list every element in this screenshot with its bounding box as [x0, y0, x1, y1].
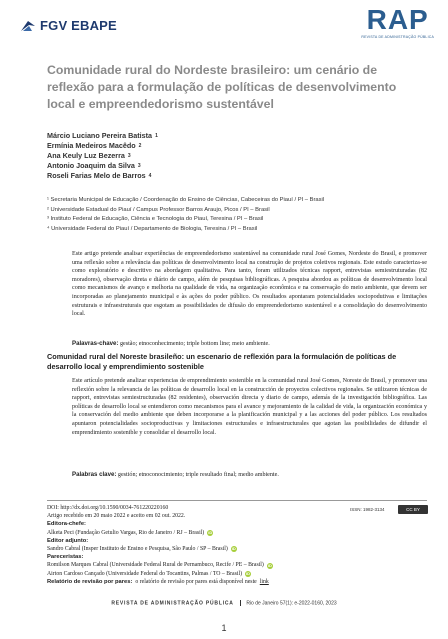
orcid-icon[interactable]: iD — [231, 546, 236, 552]
author-affil-marker: 3 — [127, 153, 131, 159]
reviewers-label-row — [47, 553, 377, 561]
editor-chief-line — [47, 529, 377, 537]
editor-chief-label: Editora-chefe: — [47, 521, 86, 528]
peer-review-link[interactable]: link — [259, 578, 269, 585]
peer-review-line — [47, 578, 377, 586]
article-metadata — [47, 504, 377, 586]
reviewers-label: Pareceristas: — [47, 554, 84, 561]
affiliation-item: ² Universidade Estadual do Piauí / Campus Professor Barros Araujo, Picos / PI – Brasil — [47, 206, 270, 213]
reviewer-name: Romilson Marques Cabral (Universidade Federal Rural de Pernambuco, Recife / PE – Brasil) — [47, 562, 264, 569]
author-name: Ermínia Medeiros Macêdo — [47, 141, 136, 150]
affiliation-list — [47, 196, 427, 234]
peer-review-label: Relatório de revisão por pares: — [47, 578, 133, 585]
footer-citation: Rio de Janeiro 57(1): e-2022-0160, 2023 — [246, 600, 337, 607]
author-item — [47, 151, 427, 161]
page-footer — [0, 600, 448, 606]
issn-label: ISSN: 1982-3134 — [350, 507, 385, 512]
orcid-icon[interactable]: iD — [267, 562, 272, 568]
meta-divider — [47, 500, 427, 501]
author-affil-marker: 2 — [138, 143, 142, 149]
cc-license-badge[interactable]: CC BY — [398, 505, 428, 514]
reviewer-name: Airton Cardoso Cançado (Universidade Federal do Tocantins, Palmas / TO – Brasil) — [47, 570, 243, 577]
orcid-icon[interactable]: iD — [208, 529, 213, 535]
author-name: Roseli Farias Melo de Barros — [47, 171, 146, 180]
affiliation-item: ³ Instituto Federal de Educação, Ciência e Tecnologia do Piauí, Teresina / PI – Brasil — [47, 216, 264, 222]
author-affil-marker: 1 — [155, 133, 158, 139]
fgv-bird-icon — [20, 19, 36, 33]
editor-name: Sandro Cabral (Insper Instituto de Ensino e Pesquisa, São Paulo / SP – Brasil) — [47, 546, 228, 553]
keywords-text: gestión; etnoconocimiento; triple resultado final; medio ambiente. — [117, 472, 279, 478]
doi-link[interactable]: DOI: http://dx.doi.org/10.1590/0034-761220220160 — [47, 505, 169, 511]
rap-logo-text: RAP — [366, 4, 429, 35]
page-number: 1 — [221, 623, 227, 633]
editor-label-row — [47, 537, 377, 545]
editor-chief-name: Alketa Peci (Fundação Getulio Vargas, Rio de Janeiro / RJ – Brasil) — [47, 529, 205, 536]
author-name: Márcio Luciano Pereira Batista — [47, 131, 153, 140]
editor-label: Editor adjunto: — [47, 537, 89, 544]
received-line — [47, 512, 377, 520]
keywords-label: Palabras clave: — [72, 471, 117, 478]
footer-journal-name: REVISTA DE ADMINISTRAÇÃO PÚBLICA — [111, 600, 234, 607]
author-name: Ana Keuly Luz Bezerra — [47, 151, 125, 160]
reviewer-line — [47, 570, 377, 578]
doi-line[interactable] — [47, 504, 377, 512]
abstract-portuguese: Este artigo pretende analisar experiências de empreendedorismo sustentável na comunidade rural José Gomes, Nordeste do Brasil, e promover uma reflexão sobre a relevância das políticas de desenvolvimento local na construção de projetos coletivos regionais. Este estudo caracteriza-se como exploratório e descritivo na abordagem qualitativa. Para tanto, foram utilizados técnicas rapport, entrevistas semiestruturadas (82 moradores), observação direta e diário de campo, além de pesquisas bibliográficas. A pesquisa abordou as políticas de desenvolvimento local como mecanismos de avanço e melhoria na qualidade de vida, na organização econômica e na conservação do meio ambiente, que devem ser incorporadas ao planejamento municipal e às ações do poder público. Os resultados apontaram potencialidades sociopodutivas e limitações estruturais e infraestruturais que esgotam as possibilidades de difusão do empreendedorismo sustentável e a consolidação do desenvolvimento local. — [72, 251, 427, 318]
author-name: Antonio Joaquim da Silva — [47, 161, 135, 170]
footer-separator — [240, 600, 241, 606]
keywords-label: Palavras-chave: — [72, 340, 119, 347]
author-item — [47, 161, 427, 171]
affiliation-item: ⁴ Universidade Federal do Piauí / Departamento de Biologia, Teresina / PI – Brasil — [47, 225, 258, 232]
article-title-spanish: Comunidad rural del Noreste brasileño: un escenario de reflexión para la formulación de políticas de desarrollo local y emprendimiento sostenible — [47, 352, 397, 371]
keywords-spanish — [72, 471, 427, 480]
editor-line — [47, 545, 377, 553]
editor-chief-label-row — [47, 520, 377, 528]
keywords-portuguese — [72, 340, 427, 349]
peer-review-text: o relatório de revisão por pares está disponível neste — [135, 578, 257, 585]
author-item — [47, 131, 427, 141]
rap-logo-subtitle: REVISTA DE ADMINISTRAÇÃO PÚBLICA — [361, 35, 434, 39]
author-item — [47, 141, 427, 151]
fgv-logo-text: FGV EBAPE — [40, 18, 117, 33]
fgv-ebape-logo — [20, 18, 117, 33]
keywords-text: gestão; etnoconhecimento; triple bottom line; meio ambiente. — [119, 341, 270, 347]
author-affil-marker: 3 — [137, 163, 141, 169]
reviewer-line — [47, 561, 377, 569]
rap-logo — [361, 6, 434, 39]
author-list — [47, 131, 427, 181]
affiliation-item: ¹ Secretaria Municipal de Educação / Coordenação do Ensino de Ciências, Cabeceiras do Piauí / PI – Brasil — [47, 197, 325, 203]
author-item — [47, 171, 427, 181]
orcid-icon[interactable]: iD — [246, 570, 251, 576]
article-title: Comunidade rural do Nordeste brasileiro: um cenário de reflexão para a formulação de políticas de desenvolvimento local e empreendedorismo sustentável — [47, 63, 397, 111]
received-text: Artigo recebido em 20 maio 2022 e aceito em 02 out. 2022. — [47, 513, 186, 520]
author-affil-marker: 4 — [148, 173, 152, 179]
abstract-spanish: Este artículo pretende analizar experiencias de emprendimiento sostenible en la comunidad rural José Gomes, Noreste de Brasil, y promover una reflexión sobre la relevancia de las políticas de desarrollo local en la construcción de proyectos colectivos regionales. Se utilizaron técnicas de rapport, entrevistas semiestructuradas (82 residentes), observación directa y diario de campo, además de la investigación bibliográfica. Las políticas de desarrollo local se entendieron como mecanismos para el avance y mejoramiento de la calidad de vida, la organización económica y la conservación del medio ambiente que deben incorporarse a la planificación municipal y a las acciones del poder público. Los resultados apuntaron potencialidades socioproductivas y limitaciones estructurales e infraestructurales que agotan las posibilidades de difundir el emprendimiento sostenible y consolidar el desarrollo local. — [72, 378, 427, 436]
